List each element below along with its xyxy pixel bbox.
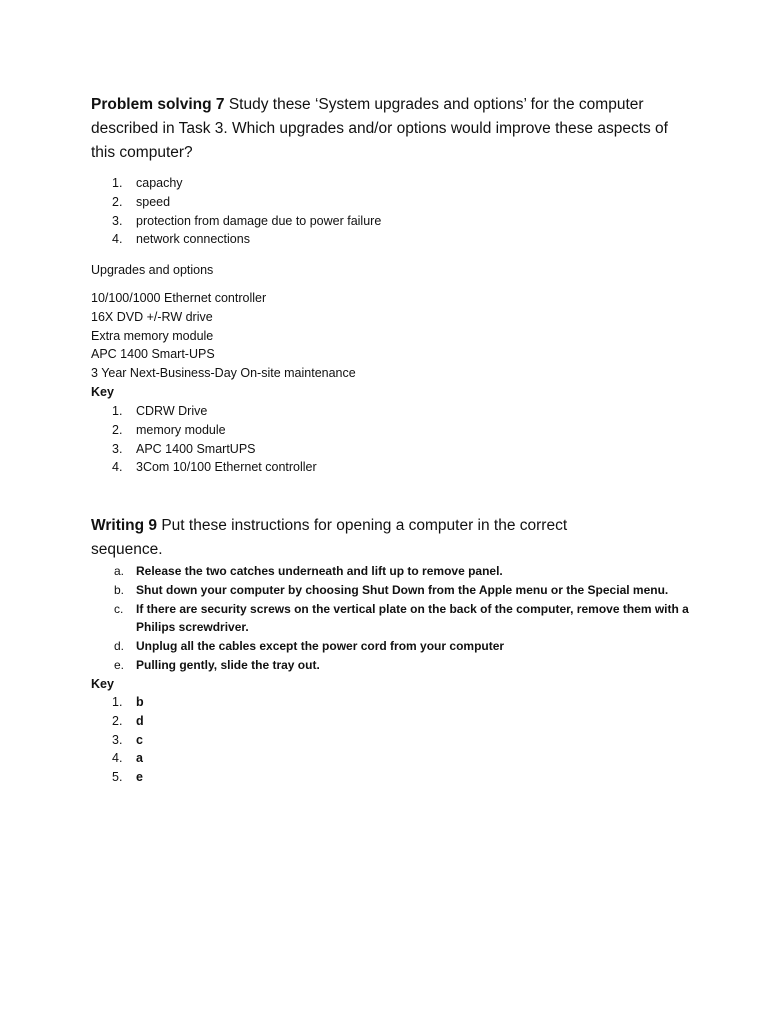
writing-key-list — [91, 693, 144, 787]
list-item-text: Shut down your computer by choosing Shut Down from the Apple menu or the Special menu. — [136, 582, 669, 597]
list-item — [91, 230, 381, 249]
writing-label: Writing 9 — [91, 517, 158, 534]
list-item-text: network connections — [136, 232, 250, 247]
list-item-text: speed — [136, 194, 171, 209]
problem-text: Study these ‘System upgrades and options’ for the computer described in Task 3. Which upgrades and/or options would improve these aspects of this computer? — [91, 96, 668, 161]
list-item-text: 3Com 10/100 Ethernet controller — [136, 460, 317, 475]
list-item-text: Pulling gently, slide the tray out. — [136, 657, 320, 672]
list-item — [91, 768, 144, 787]
list-item — [91, 712, 144, 731]
list-item — [91, 402, 317, 421]
list-item-number: 2. — [112, 713, 123, 728]
writing-text: Put these instructions for opening a computer in the correct sequence. — [91, 517, 568, 558]
writing-key-label: Key — [91, 677, 114, 691]
list-item-text: capachy — [136, 176, 183, 190]
problem-label: Problem solving 7 — [91, 96, 225, 113]
problem-key-list — [91, 402, 317, 477]
list-item — [91, 749, 144, 768]
list-item-text: d — [136, 713, 144, 728]
list-item-text: CDRW Drive — [136, 404, 208, 418]
list-item-text: protection from damage due to power failure — [136, 213, 382, 228]
list-item — [91, 731, 144, 750]
list-item-number: 3. — [112, 213, 123, 228]
problem-heading — [91, 93, 691, 165]
list-item-text: a — [136, 751, 143, 766]
list-item — [91, 693, 144, 712]
list-item-number: 4. — [112, 460, 123, 475]
list-item — [91, 656, 691, 675]
list-item-number: 4. — [112, 232, 123, 247]
upgrade-item: 3 Year Next-Business-Day On-site maintenance — [91, 366, 356, 381]
list-item — [91, 421, 317, 440]
aspects-list — [91, 174, 381, 249]
list-item — [91, 212, 381, 231]
list-item-text: If there are security screws on the vertical plate on the back of the computer, remove them with a Philips screwdriver. — [136, 601, 689, 635]
list-item-text: c — [136, 732, 143, 747]
list-item-number: 3. — [112, 441, 123, 456]
upgrade-item: APC 1400 Smart-UPS — [91, 347, 215, 362]
list-item-text: memory module — [136, 422, 226, 437]
list-item — [91, 600, 691, 638]
list-item-number: 1. — [112, 695, 123, 709]
list-item — [91, 637, 691, 656]
upgrade-item: 16X DVD +/-RW drive — [91, 309, 213, 324]
list-item-number: 4. — [112, 751, 123, 766]
list-item — [91, 193, 381, 212]
list-item-text: b — [136, 695, 144, 709]
list-item-number: 1. — [112, 176, 123, 190]
writing-heading — [91, 514, 631, 562]
list-item-text: Release the two catches underneath and lift up to remove panel. — [136, 564, 503, 578]
upgrade-item: 10/100/1000 Ethernet controller — [91, 291, 267, 305]
list-item-letter: c. — [114, 601, 124, 616]
list-item — [91, 562, 691, 581]
upgrade-item: Extra memory module — [91, 328, 214, 343]
list-item-number: 2. — [112, 422, 123, 437]
list-item — [91, 458, 317, 477]
list-item-text: APC 1400 SmartUPS — [136, 441, 256, 456]
list-item-letter: d. — [114, 639, 125, 654]
list-item-number: 2. — [112, 194, 123, 209]
list-item — [91, 440, 317, 459]
problem-key-label: Key — [91, 385, 114, 399]
list-item-text: Unplug all the cables except the power cord from your computer — [136, 639, 505, 654]
list-item-number: 1. — [112, 404, 123, 418]
list-item-text: e — [136, 770, 143, 785]
list-item-letter: e. — [114, 657, 125, 672]
list-item-number: 3. — [112, 732, 123, 747]
list-item-number: 5. — [112, 770, 123, 785]
list-item-letter: b. — [114, 582, 125, 597]
instructions-list — [91, 562, 691, 675]
upgrades-list — [91, 289, 356, 383]
list-item — [91, 174, 381, 193]
list-item-letter: a. — [114, 564, 125, 578]
upgrades-title: Upgrades and options — [91, 263, 214, 277]
list-item — [91, 581, 691, 600]
